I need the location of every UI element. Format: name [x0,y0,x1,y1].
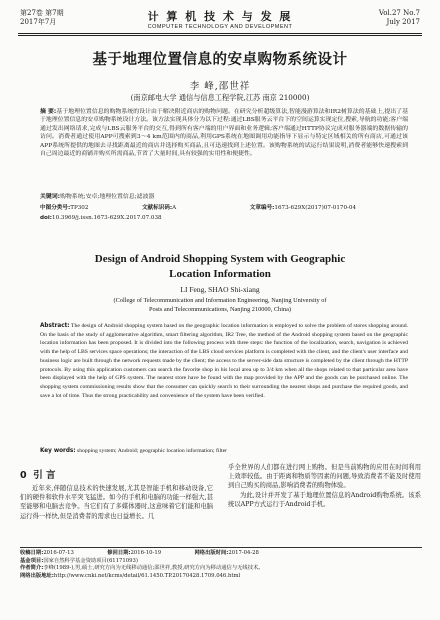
doc-code-label: 文献标识码: [141,205,173,211]
paper-title-cn: 基于地理位置信息的安卓购物系统设计 [92,52,348,68]
online-date: 2017-04-28 [228,550,259,556]
paper-title-en [0,252,440,282]
affiliation-en-line1: (College of Telecommunication and Information Engineering, Nanjing University of [113,297,327,304]
volume-en: Vol.27 No.7 [378,9,420,17]
footnote-bio [20,565,422,573]
bio-text: 李峰(1989-),男,硕士,研究方向为无线移动通信;邵世祥,教授,研究方向为移动通信与无线技术。 [43,565,264,572]
keywords-en-text: shopping system; Android; geographic location information; filter [76,448,228,454]
footnote [20,550,422,580]
clc-value: TP302 [70,205,89,211]
header-rule [18,33,422,34]
doi-value: 10.3969/j.issn.1673-629X.2017.07.038 [52,215,162,221]
received-date: 2016-07-13 [43,550,74,556]
journal-title-cn: 计 算 机 技 术 与 发 展 [147,10,293,23]
fund-label: 基金项目: [20,557,44,564]
abstract-cn-text: 基于地理位置信息的购物系统的设计由于解决附近商店的购物问题。在研究分析超级算法,智能漫游算法和IR2树算法的基础上,提出了基于地理位置信息的安卓购物系统设计方法。该方法实现具体分为以下过程:通过LBS服务云平台下的空间运算实现定位,搜索,导航的功能;客户端通过发出网络请求,完成与LBS云服务平台的交互,得到所有客户端的用户界面和业务逻辑;客户端通过HTTP协议完成对服务器端的数据传输的访问。消费者通过使用APP可搜索到3～4 km范围内的商品,利用GPS系统在地图调用功能指导下显示与特定区域相关的所有商店,可通过该APP系统所提供的地图去寻找距离最近的商店并选择购买商品,且可迅速找到上述位置。该购物系统的试运行结果说明,消费者能够快速搜索到自己周边最近的商铺并购买所需商品,节省了大量时间,具有较强的实用性和便捷性。 [40,109,408,158]
intro-right-para1: 乎全世界的人们都在进行网上购物。但是当前购物的应用在时间利用上效率较低。由于距离和物质等因素的问题,导致消费者不能及时使用到自己购买的商品,影响消费者的购物体验。 [228,464,421,490]
header-volume-en [379,9,420,27]
footnote-dates [20,550,422,558]
abstract-en-label: Abstract: [40,323,70,329]
footnote-rule [20,547,422,548]
article-no-label: 文章编号: [249,205,275,211]
affiliation-cn: (南京邮电大学 通信与信息工程学院,江苏 南京 210000) [130,93,310,102]
doi-label: doi: [40,215,53,221]
affiliation-en [0,297,440,314]
title-en-line1: Design of Android Shopping System with Geographic [94,253,346,265]
date-en: July 2017 [386,18,420,26]
journal-header [0,8,440,30]
revised-label: 修回日期: [107,550,131,556]
affiliation-en-line2: Posts and Telecommunications, Nanjing 210000, China) [149,305,291,313]
keywords-cn-text: 购物系统;安卓;地理位置信息;滤波器 [60,194,155,200]
volume-cn: 第27卷 第7期 [20,9,64,17]
title-en-line2: Location Information [169,268,271,280]
abstract-en [40,322,408,400]
clc-label: 中图分类号: [40,205,71,211]
footnote-url [20,573,422,581]
revised-date: 2016-10-19 [130,550,162,556]
section-title: 引 言 [33,470,56,481]
journal-title-en: COMPUTER TECHNOLOGY AND DEVELOPMENT [147,24,293,30]
section-heading [20,467,56,481]
fund-text: 国家自然科学基金资助项目(61171093) [43,557,138,564]
date-cn: 2017年7月 [20,18,57,26]
intro-right-column [228,463,421,509]
intro-left-column: 近年来,伴随信息技术的快速发展,尤其是智能手机和移动设备,它们的硬件和软件水平突飞猛进。如今的手机和电脑的功能一样强大,甚至能够和电脑去竞争。当它们有了多媒体器时,这意味着它们能和电脑运行得一样快,但是消费者的需求也日益增长。几 [20,485,213,520]
abstract-cn-label: 摘 要: [40,109,57,115]
doi-row [40,214,408,222]
keywords-en-label: Key words: [40,448,76,454]
header-rule-thin [18,35,422,36]
keywords-cn [40,193,408,201]
keywords-en [40,448,408,454]
keywords-cn-label: 关键词: [40,194,61,200]
authors-cn: 李 峰,邵世祥 [189,81,251,92]
section-number: 0 [20,470,27,481]
article-no-value: 1673-629X(2017)07-0170-04 [274,205,357,211]
authors-en: LI Feng, SHAO Shi-xiang [180,285,260,294]
abstract-en-text: The design of Android shopping system based on the geographic location information is employed to solve the problem of stores shopping around. On the basis of the study of agglomerative algorithm, smart filtering algorithm, IR2 Tree, the method of the Android shopping system based on the geographic location information has been proposed. It is divided into the following process with three steps: the function of the localization, search, navigation is achieved with the help of LBS services space operations; the interaction of the LBS cloud services platform is completed with the client, and the client's user interface and business logic are built through the network requests made by the client; the access to the server-side data structure is completed by the client through the HTTP protocols. By using this application customers can search the favorite shop in his local area up to 3/4 km when all the shops related to that particular area have been displayed with the help of GPS system. The nearest store have be found with the map provided by the APP and the goods can be purchased online. The shopping system commissioning results show that the consumer can quickly search to their surrounding the nearest shops and purchase the required goods, and save a lot of time. Thus the strong practicability and convenience of the system have been verified. [40,323,408,399]
received-label: 收稿日期: [20,550,44,556]
classification-row [40,204,408,212]
doc-code-value: A [172,205,177,211]
online-label: 网络出版时间: [194,550,229,556]
url-text: http://www.cnki.net/kcms/detail/61.1450.TP.20170428.1709.046.html [53,572,241,579]
abstract-cn [40,108,408,158]
bio-label: 作者简介: [20,565,44,572]
intro-right-para2: 为此,设计并开发了基于地理位置信息的Android购物系统。该系统以APP方式运行于Android手机。 [228,491,421,508]
url-label: 网络出版地址: [20,572,54,579]
